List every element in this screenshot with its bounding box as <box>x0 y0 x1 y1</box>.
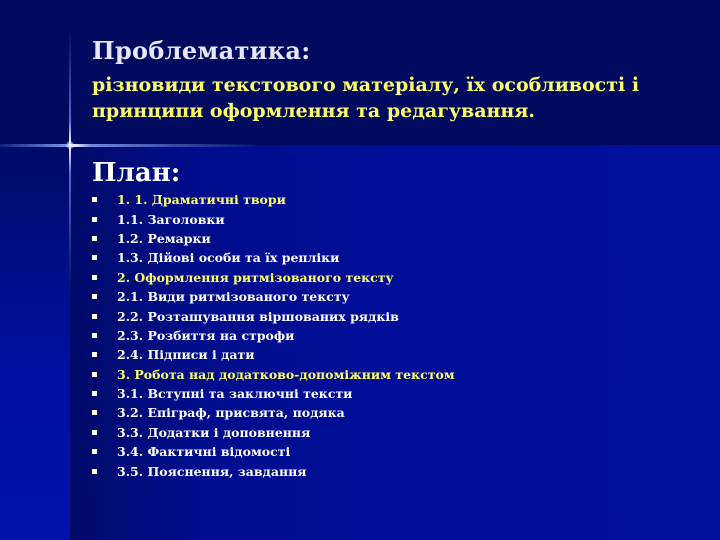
list-item-label: 3.3. Додатки і доповнення <box>117 424 311 440</box>
list-item-label: 1. 1. Драматичні твори <box>117 192 286 208</box>
list-item-label: 3.4. Фактичні відомості <box>117 444 291 460</box>
list-item <box>92 209 455 228</box>
list-item-label: 2.3. Розбиття на строфи <box>117 327 295 343</box>
list-item <box>92 384 455 403</box>
light-flare-vertical-icon <box>69 30 71 290</box>
square-bullet-icon <box>92 197 97 202</box>
list-item <box>92 326 455 345</box>
square-bullet-icon <box>92 372 97 377</box>
list-item <box>92 306 455 325</box>
list-item <box>92 423 455 442</box>
list-item <box>92 229 455 248</box>
list-item <box>92 345 455 364</box>
square-bullet-icon <box>92 469 97 474</box>
list-item-label: 1.3. Дійові особи та їх репліки <box>117 250 340 266</box>
square-bullet-icon <box>92 294 97 299</box>
square-bullet-icon <box>92 449 97 454</box>
list-item <box>92 461 455 480</box>
list-item <box>92 248 455 267</box>
slide-subtitle: різновиди текстового матеріалу, їх особливості і принципи оформлення та редагування. <box>92 74 640 122</box>
light-flare-icon <box>66 141 74 149</box>
square-bullet-icon <box>92 391 97 396</box>
square-bullet-icon <box>92 314 97 319</box>
list-item <box>92 403 455 422</box>
list-item-label: 2.2. Розташування віршованих рядків <box>117 308 399 324</box>
list-item-label: 1.1. Заголовки <box>117 211 225 227</box>
list-item-label: 3.2. Епіграф, присвята, подяка <box>117 405 345 421</box>
square-bullet-icon <box>92 255 97 260</box>
list-item <box>92 365 455 384</box>
list-item-label: 2.1. Види ритмізованого тексту <box>117 289 350 305</box>
plan-list <box>92 190 455 481</box>
list-item <box>92 190 455 209</box>
square-bullet-icon <box>92 352 97 357</box>
light-flare-horizontal-icon <box>0 144 260 147</box>
list-item-label: 2. Оформлення ритмізованого тексту <box>117 269 394 285</box>
list-item-label: 2.4. Підписи і дати <box>117 347 255 363</box>
square-bullet-icon <box>92 217 97 222</box>
square-bullet-icon <box>92 333 97 338</box>
square-bullet-icon <box>92 410 97 415</box>
square-bullet-icon <box>92 236 97 241</box>
list-item <box>92 442 455 461</box>
list-item-label: 3. Робота над додатково-допоміжним текстом <box>117 366 455 382</box>
list-item-label: 3.1. Вступні та заключні тексти <box>117 386 353 402</box>
list-item-label: 1.2. Ремарки <box>117 230 211 246</box>
slide-title: Проблематика: <box>92 36 311 65</box>
background-left-strip <box>0 145 70 540</box>
list-item <box>92 287 455 306</box>
list-item-label: 3.5. Пояснення, завдання <box>117 463 307 479</box>
plan-heading: План: <box>92 158 181 188</box>
list-item <box>92 268 455 287</box>
square-bullet-icon <box>92 275 97 280</box>
square-bullet-icon <box>92 430 97 435</box>
